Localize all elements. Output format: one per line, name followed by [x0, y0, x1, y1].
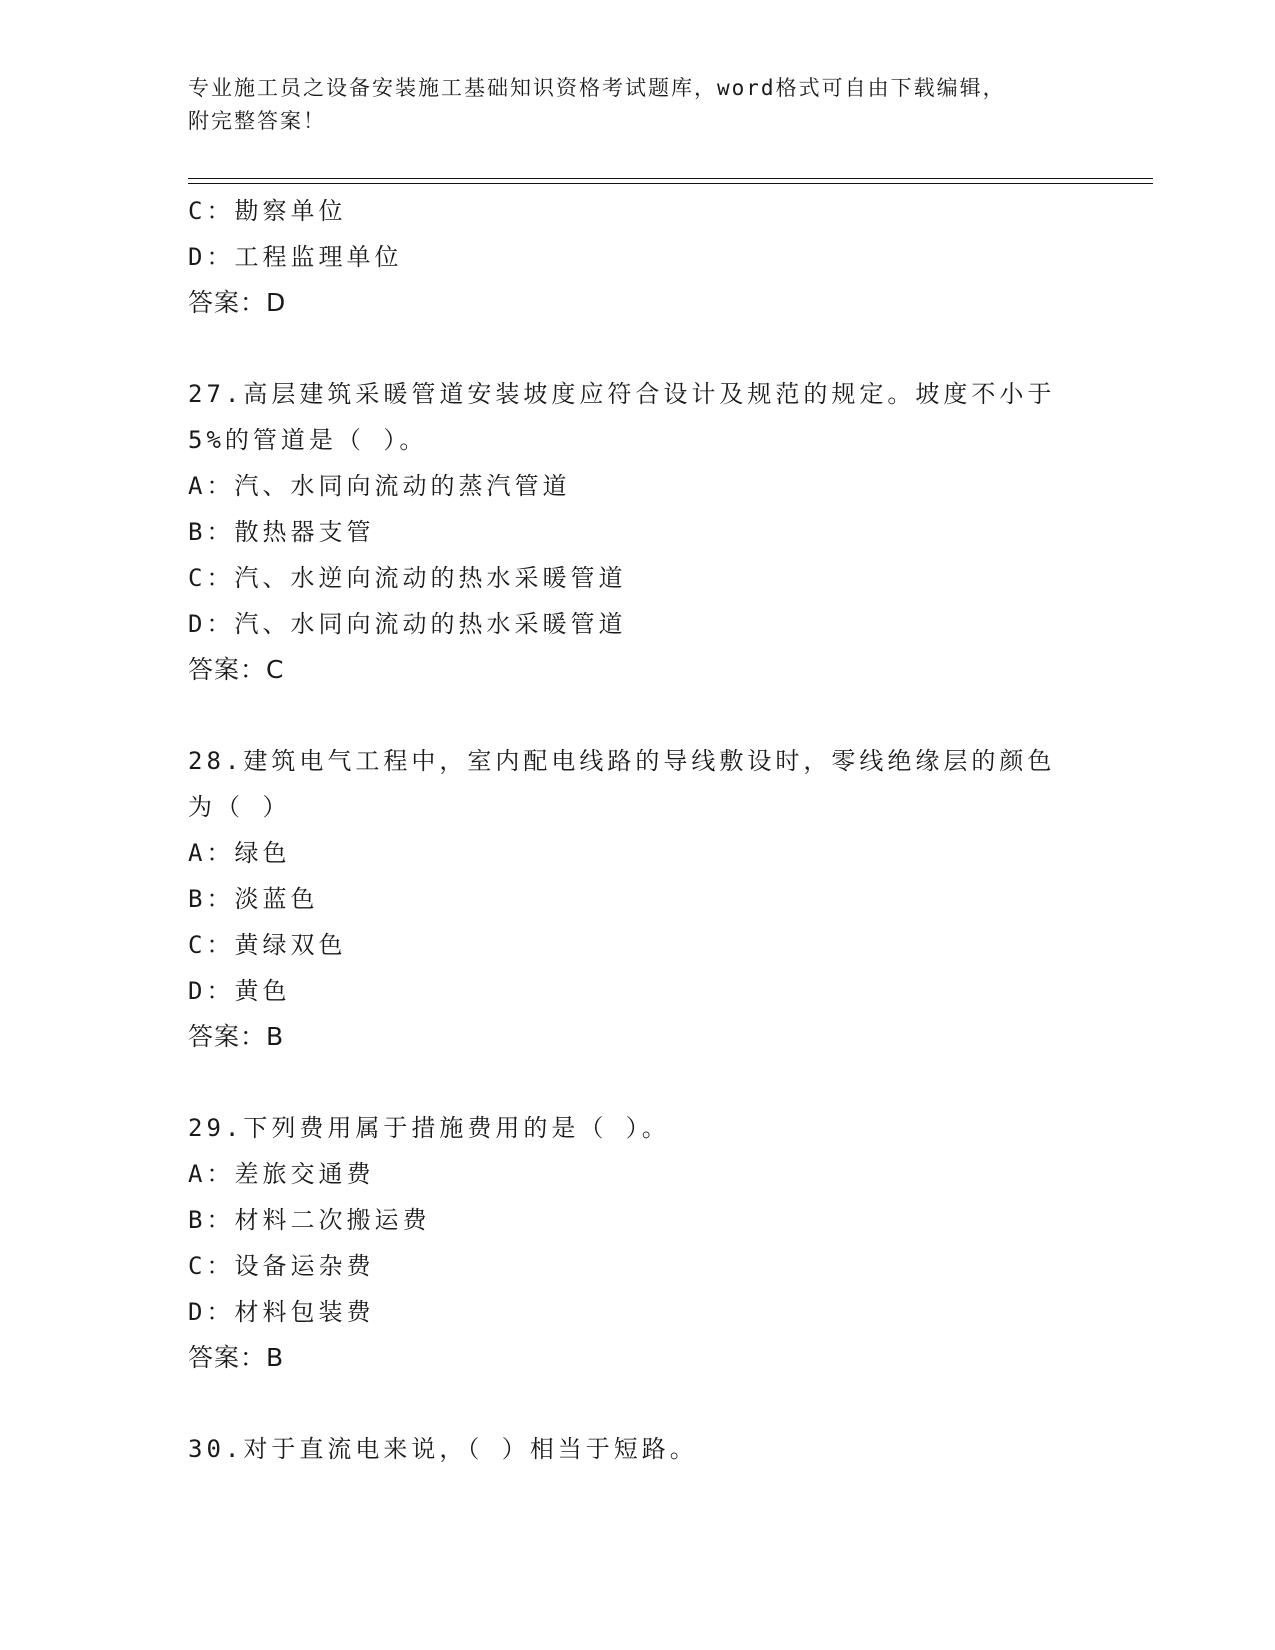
option-b: B：散热器支管 — [188, 518, 375, 546]
option-d: D：汽、水同向流动的热水采暖管道 — [188, 610, 627, 638]
question-text: 27.高层建筑采暖管道安装坡度应符合设计及规范的规定。坡度不小于 — [188, 380, 1056, 408]
header-line-1: 专业施工员之设备安装施工基础知识资格考试题库，word格式可自由下载编辑， — [188, 76, 1006, 100]
option-a: A：汽、水同向流动的蒸汽管道 — [188, 472, 571, 500]
option-c: C：汽、水逆向流动的热水采暖管道 — [188, 564, 627, 592]
option-c: C：设备运杂费 — [188, 1252, 375, 1280]
option-b: B：材料二次搬运费 — [188, 1206, 431, 1234]
prev-question-block — [188, 188, 1088, 326]
header-divider-top — [188, 178, 1153, 179]
question-block-29 — [188, 1105, 1088, 1381]
question-text: 为（ ） — [188, 793, 291, 821]
question-block-27 — [188, 371, 1088, 693]
question-text: 28.建筑电气工程中，室内配电线路的导线敷设时，零线绝缘层的颜色 — [188, 747, 1056, 775]
header-line-2: 附完整答案！ — [188, 109, 326, 133]
page-header — [188, 72, 1088, 138]
answer-line: 答案：B — [188, 1343, 285, 1372]
option-d: D：黄色 — [188, 977, 291, 1005]
question-block-28 — [188, 738, 1088, 1060]
option-d: D：材料包装费 — [188, 1298, 375, 1326]
answer-line: 答案：B — [188, 1022, 285, 1051]
question-content — [188, 188, 1088, 1472]
header-divider-bottom — [188, 183, 1153, 184]
option-d: D：工程监理单位 — [188, 243, 403, 271]
answer-line: 答案：C — [188, 655, 285, 684]
question-block-30 — [188, 1426, 1088, 1472]
option-a: A：差旅交通费 — [188, 1160, 375, 1188]
question-text: 29.下列费用属于措施费用的是（ ）。 — [188, 1114, 670, 1142]
question-text: 5%的管道是（ ）。 — [188, 426, 428, 454]
option-a: A：绿色 — [188, 839, 291, 867]
option-b: B：淡蓝色 — [188, 885, 319, 913]
option-c: C：黄绿双色 — [188, 931, 347, 959]
question-text: 30.对于直流电来说，（ ）相当于短路。 — [188, 1435, 698, 1463]
option-c: C：勘察单位 — [188, 197, 347, 225]
answer-line: 答案：D — [188, 288, 287, 317]
